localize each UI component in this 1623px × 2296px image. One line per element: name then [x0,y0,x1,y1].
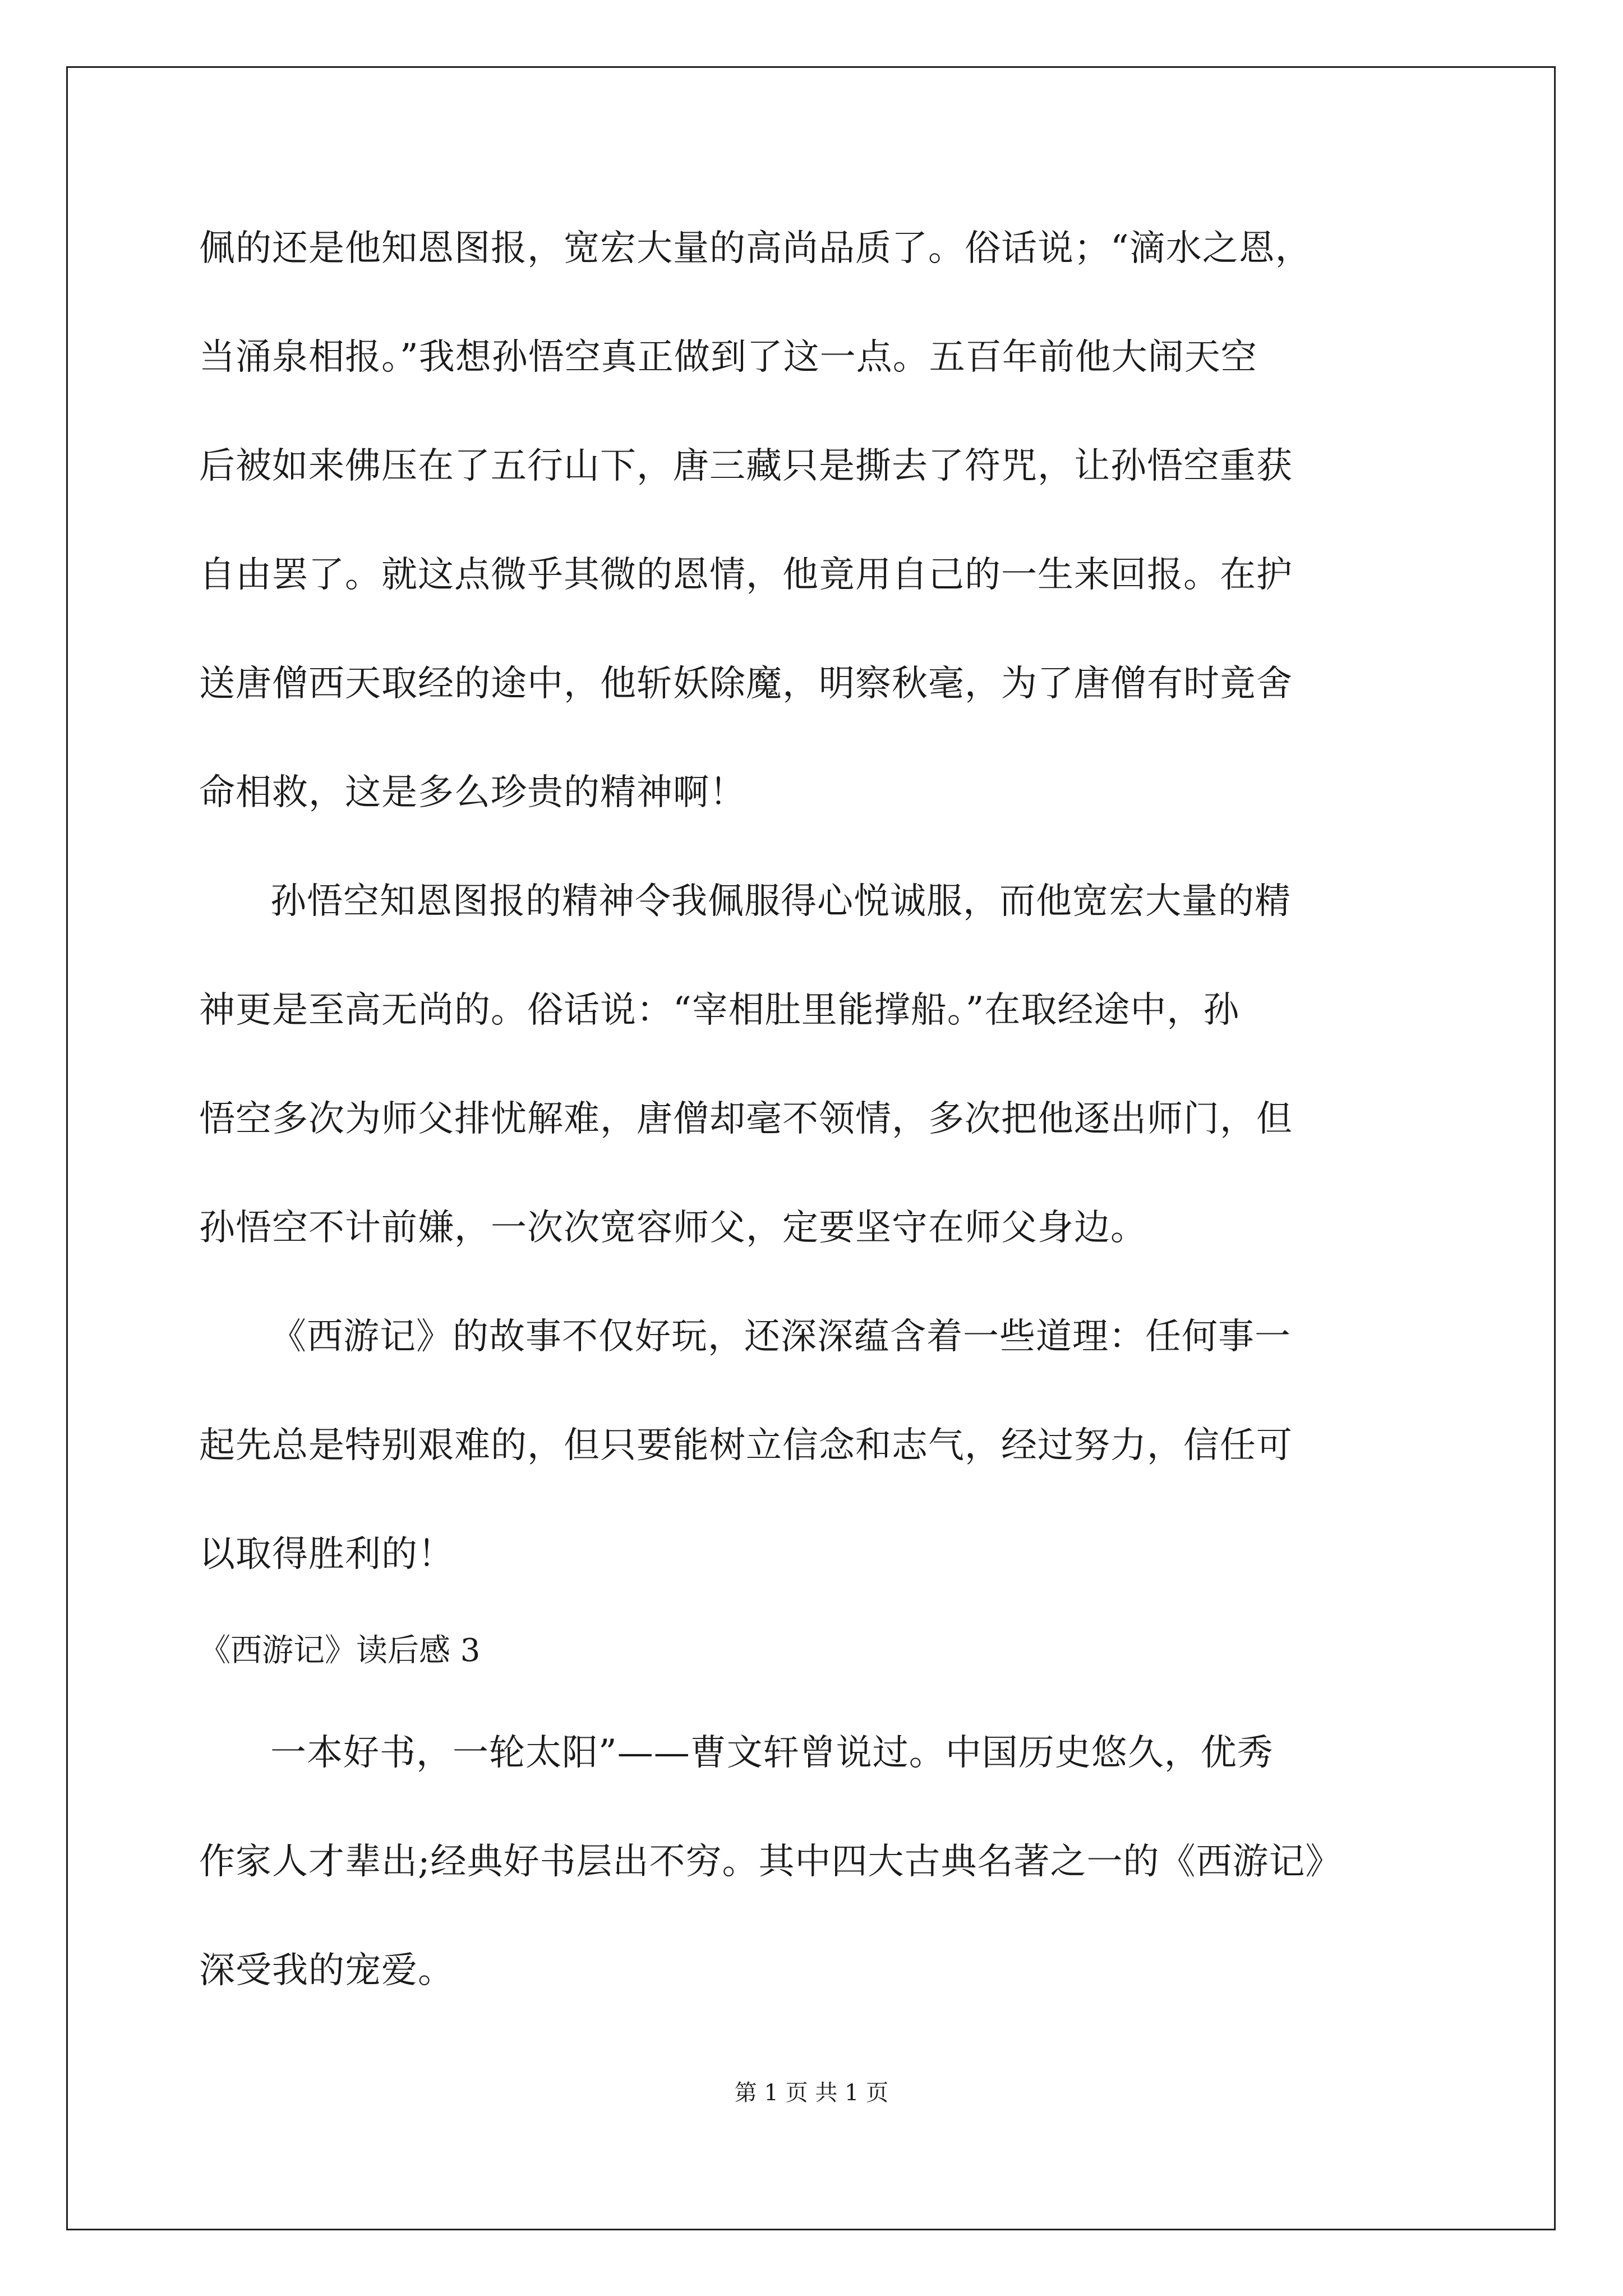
paragraph-1-line-5: 送唐僧西天取经的途中，他斩妖除魔，明察秋毫，为了唐僧有时竟舍 [199,663,1293,705]
page-border [66,66,1556,2230]
section-title: 《西游记》读后感 3 [199,1632,481,1669]
paragraph-1-line-2: 当涌泉相报。”我想孙悟空真正做到了这一点。五百年前他大闹天空 [199,337,1257,378]
section-paragraph-line-1: 一本好书，一轮太阳”——曹文轩曾说过。中国历史悠久，优秀 [270,1732,1274,1774]
paragraph-1-line-4: 自由罢了。就这点微乎其微的恩情，他竟用自己的一生来回报。在护 [199,554,1293,596]
paragraph-1-line-1: 佩的还是他知恩图报，宽宏大量的高尚品质了。俗话说；“滴水之恩， [199,228,1312,269]
paragraph-2-line-2: 神更是至高无尚的。俗话说：“宰相肚里能撑船。”在取经途中，孙 [199,990,1240,1031]
paragraph-3-line-1: 《西游记》的故事不仅好玩，还深深蕴含着一些道理：任何事一 [270,1316,1291,1358]
page-number-footer: 第 1 页 共 1 页 [734,2080,889,2106]
section-paragraph-line-3: 深受我的宠爱。 [199,1950,454,1991]
paragraph-3-line-3: 以取得胜利的！ [199,1534,454,1575]
paragraph-2-line-4: 孙悟空不计前嫌，一次次宽容师父，定要坚守在师父身边。 [199,1207,1147,1249]
paragraph-3-line-2: 起先总是特别艰难的，但只要能树立信念和志气，经过努力，信任可 [199,1425,1293,1466]
paragraph-2-line-3: 悟空多次为师父排忧解难，唐僧却毫不领情，多次把他逐出师门，但 [199,1098,1293,1140]
paragraph-2-line-1: 孙悟空知恩图报的精神令我佩服得心悦诚服，而他宽宏大量的精 [270,881,1291,922]
section-paragraph-line-2: 作家人才辈出;经典好书层出不穷。其中四大古典名著之一的《西游记》 [199,1841,1342,1883]
paragraph-1-line-6: 命相救，这是多么珍贵的精神啊！ [199,772,746,813]
paragraph-1-line-3: 后被如来佛压在了五行山下，唐三藏只是撕去了符咒，让孙悟空重获 [199,445,1293,487]
